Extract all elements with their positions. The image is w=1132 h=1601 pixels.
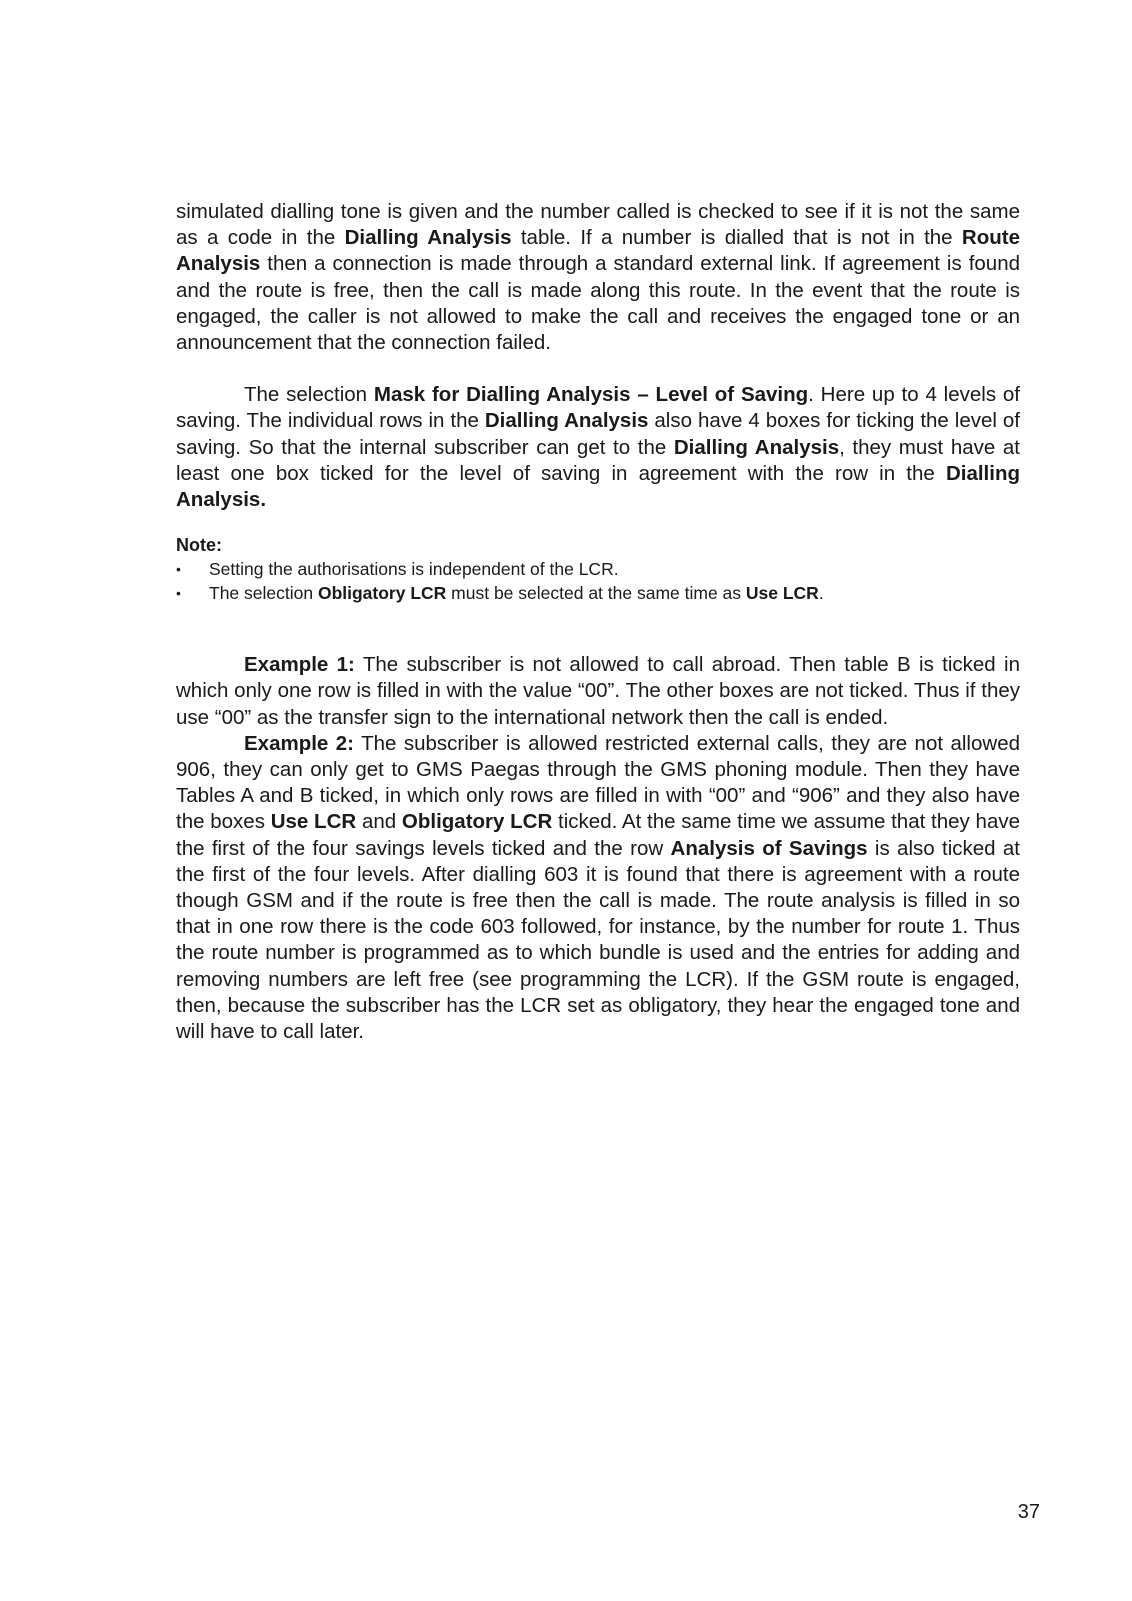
bold-term-obligatory-lcr: Obligatory LCR (317, 583, 447, 604)
bold-term-dialling-analysis: Dialling Analysis. (176, 461, 1020, 512)
page-number: 37 (1017, 1501, 1040, 1523)
note-list (176, 557, 1020, 605)
document-page (176, 199, 1020, 1045)
examples-section (176, 652, 1020, 1045)
paragraph-route-analysis (176, 199, 1020, 356)
paragraph-mask-level-of-saving (176, 382, 1020, 513)
bullet-icon: • (176, 561, 181, 578)
text-run: also have 4 boxes for ticking the level of saving. So that the internal subscriber can get to the (176, 409, 1021, 459)
bold-term-analysis-of-savings: Analysis of Savings (670, 836, 868, 860)
example-2-paragraph (176, 731, 1020, 1045)
text-run: The selection (209, 583, 318, 604)
text-run: , they must have at least one box ticked for the level of saving in agreement with the row in the (176, 435, 1020, 485)
text-run: and (356, 810, 402, 834)
text-run: table. If a number is dialled that is not in the (511, 226, 962, 250)
text-run: . Here up to 4 levels of saving. The individual rows in the (176, 383, 1020, 433)
text-run: then a connection is made through a standard external link. If agreement is found and the route is free, then the call is made along this route. In the event that the route is engaged, the caller is not allowed to make the call and receives the engaged tone or an announcement that the connection failed. (176, 252, 1020, 355)
bullet-icon: • (176, 585, 181, 602)
bold-term-use-lcr: Use LCR (270, 810, 357, 834)
note-item (176, 557, 1020, 581)
example-2-label: Example 2: (244, 731, 354, 755)
note-block (176, 533, 1020, 605)
example-1-label: Example 1: (244, 653, 355, 677)
bold-term-route-analysis: Route Analysis (176, 226, 1020, 276)
bold-term-use-lcr: Use LCR (745, 583, 819, 604)
bold-term-dialling-analysis: Dialling Analysis (344, 226, 512, 250)
text-run: . (818, 583, 824, 604)
note-heading: Note: (176, 535, 222, 556)
text-run: The subscriber is allowed restricted external calls, they are not allowed 906, they can only get to GMS Paegas through the GMS phoning module. Then they have Tables A and B ticked, in which only rows are filled in with “00” and “906” and they also have the boxes (176, 731, 1020, 834)
bold-term-mask: Mask for Dialling Analysis – Level of Saving (373, 383, 809, 407)
note-item-text: Setting the authorisations is independent of the LCR. (209, 559, 619, 580)
note-item (176, 581, 1020, 605)
bold-term-dialling-analysis: Dialling Analysis (673, 435, 840, 459)
example-1-paragraph (176, 652, 1020, 731)
example-1-text: The subscriber is not allowed to call abroad. Then table B is ticked in which only one row is filled in with the value “00”. The other boxes are not ticked. Thus if they use “00” as the transfer sign to the international network then the call is ended. (176, 653, 1020, 729)
text-run: simulated dialling tone is given and the number called is checked to see if it is not the same as a code in the (176, 200, 1020, 250)
bold-term-dialling-analysis: Dialling Analysis (484, 409, 649, 433)
text-run: ticked. At the same time we assume that they have the first of the four savings levels ticked and the row (176, 810, 1020, 860)
text-run: must be selected at the same time as (446, 583, 746, 604)
text-run: is also ticked at the first of the four levels. After dialling 603 it is found that there is agreement with a route though GSM and if the route is free then the call is made. The route analysis is filled in so that in one row there is the code 603 followed, for instance, by the number for route 1. Thus the route number is programmed as to which bundle is used and the entries for adding and removing numbers are left free (see programming the LCR). If the GSM route is engaged, then, because the subscriber has the LCR set as obligatory, they hear the engaged tone and will have to call later. (176, 836, 1021, 1044)
text-run: The selection (244, 383, 374, 407)
bold-term-obligatory-lcr: Obligatory LCR (401, 810, 553, 834)
